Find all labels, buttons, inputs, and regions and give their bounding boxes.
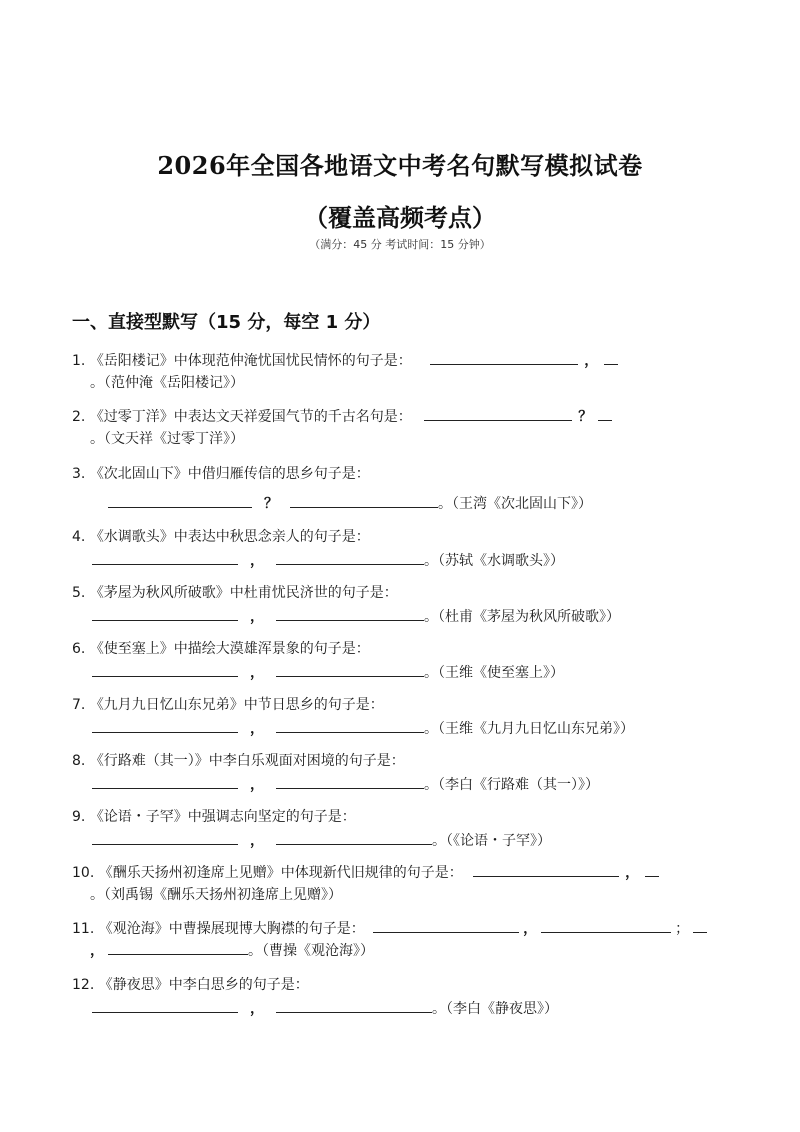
- question-number: 2.: [72, 409, 86, 425]
- punctuation: ，: [250, 721, 264, 737]
- question-stem: 《静夜思》中李白思乡的句子是：: [98, 977, 309, 993]
- answer-blank[interactable]: [598, 406, 612, 421]
- answer-blank[interactable]: [276, 550, 424, 565]
- punctuation: ？: [578, 409, 593, 425]
- question-number: 5.: [72, 585, 86, 601]
- answer-blank[interactable]: [108, 493, 252, 508]
- question-stem: 《岳阳楼记》中体现范仲淹忧国忧民情怀的句子是：: [89, 353, 412, 369]
- punctuation: ，: [625, 865, 640, 881]
- answer-blank[interactable]: [92, 606, 238, 621]
- punctuation: ，: [250, 553, 264, 569]
- question-number: 1.: [72, 353, 86, 369]
- answer-blank[interactable]: [604, 350, 618, 365]
- question-source: 。（曹操《观沧海》）: [248, 943, 374, 959]
- section-heading: 一、直接型默写（15 分，每空 1 分）: [72, 312, 381, 333]
- answer-blank[interactable]: [276, 998, 432, 1013]
- question-number: 12.: [72, 977, 95, 993]
- answer-blank[interactable]: [108, 940, 248, 955]
- question-source: 。（文天祥《过零丁洋》）: [90, 431, 244, 447]
- question-stem: 《行路难（其一）》中李白乐观面对困境的句子是：: [89, 753, 405, 769]
- question-stem: 《茅屋为秋风所破歌》中杜甫忧民济世的句子是：: [89, 585, 398, 601]
- punctuation: ，: [250, 833, 264, 849]
- punctuation: ？: [264, 496, 278, 512]
- punctuation: ，: [523, 921, 538, 937]
- question-source: 。（李白《行路难（其一）》）: [424, 777, 599, 793]
- question-number: 8.: [72, 753, 86, 769]
- question-number: 10.: [72, 865, 95, 881]
- answer-blank[interactable]: [693, 918, 707, 933]
- answer-blank[interactable]: [541, 918, 671, 933]
- punctuation: ；: [675, 921, 690, 937]
- answer-blank[interactable]: [473, 862, 619, 877]
- answer-blank[interactable]: [276, 606, 424, 621]
- punctuation: ，: [90, 943, 104, 959]
- question-number: 9.: [72, 809, 86, 825]
- answer-blank[interactable]: [645, 862, 659, 877]
- question-source: 。（王维《九月九日忆山东兄弟》）: [424, 721, 634, 737]
- question-stem: 《过零丁洋》中表达文天祥爱国气节的千古名句是：: [89, 409, 412, 425]
- question-source: 。（王湾《次北固山下》）: [438, 496, 592, 512]
- question-source: 。（《论语・子罕》）: [432, 833, 551, 849]
- question-source: 。（范仲淹《岳阳楼记》）: [90, 375, 244, 391]
- question-source: 。（苏轼《水调歌头》）: [424, 553, 564, 569]
- question-number: 4.: [72, 529, 86, 545]
- question-stem: 《次北固山下》中借归雁传信的思乡句子是：: [89, 466, 370, 482]
- answer-blank[interactable]: [92, 718, 238, 733]
- question-number: 6.: [72, 641, 86, 657]
- question-stem: 《观沧海》中曹操展现博大胸襟的句子是：: [98, 921, 365, 937]
- answer-blank[interactable]: [424, 406, 572, 421]
- question-number: 7.: [72, 697, 86, 713]
- punctuation: ，: [250, 609, 264, 625]
- answer-blank[interactable]: [276, 718, 424, 733]
- question-stem: 《论语・子罕》中强调志向坚定的句子是：: [89, 809, 356, 825]
- answer-blank[interactable]: [92, 550, 238, 565]
- answer-blank[interactable]: [92, 998, 238, 1013]
- question-source: 。（杜甫《茅屋为秋风所破歌》）: [424, 609, 620, 625]
- answer-blank[interactable]: [92, 774, 238, 789]
- question-source: 。（刘禹锡《酬乐天扬州初逢席上见赠》）: [90, 887, 342, 903]
- answer-blank[interactable]: [92, 830, 238, 845]
- question-source: 。（王维《使至塞上》）: [424, 665, 564, 681]
- punctuation: ，: [250, 665, 264, 681]
- punctuation: ，: [584, 353, 599, 369]
- answer-blank[interactable]: [373, 918, 519, 933]
- exam-meta: （满分：45 分 考试时间：15 分钟）: [309, 238, 491, 251]
- question-stem: 《九月九日忆山东兄弟》中节日思乡的句子是：: [89, 697, 384, 713]
- answer-blank[interactable]: [276, 662, 424, 677]
- answer-blank[interactable]: [276, 830, 432, 845]
- question-number: 3.: [72, 466, 86, 482]
- answer-blank[interactable]: [430, 350, 578, 365]
- question-stem: 《使至塞上》中描绘大漠雄浑景象的句子是：: [89, 641, 370, 657]
- exam-title: 2026年全国各地语文中考名句默写模拟试卷: [157, 151, 643, 180]
- exam-subtitle: （覆盖高频考点）: [304, 203, 496, 232]
- answer-blank[interactable]: [276, 774, 424, 789]
- punctuation: ，: [250, 777, 264, 793]
- question-number: 11.: [72, 921, 95, 937]
- answer-blank[interactable]: [290, 493, 438, 508]
- question-stem: 《水调歌头》中表达中秋思念亲人的句子是：: [89, 529, 370, 545]
- answer-blank[interactable]: [92, 662, 238, 677]
- punctuation: ，: [250, 1001, 264, 1017]
- question-source: 。（李白《静夜思》）: [432, 1001, 558, 1017]
- question-stem: 《酬乐天扬州初逢席上见赠》中体现新代旧规律的句子是：: [98, 865, 463, 881]
